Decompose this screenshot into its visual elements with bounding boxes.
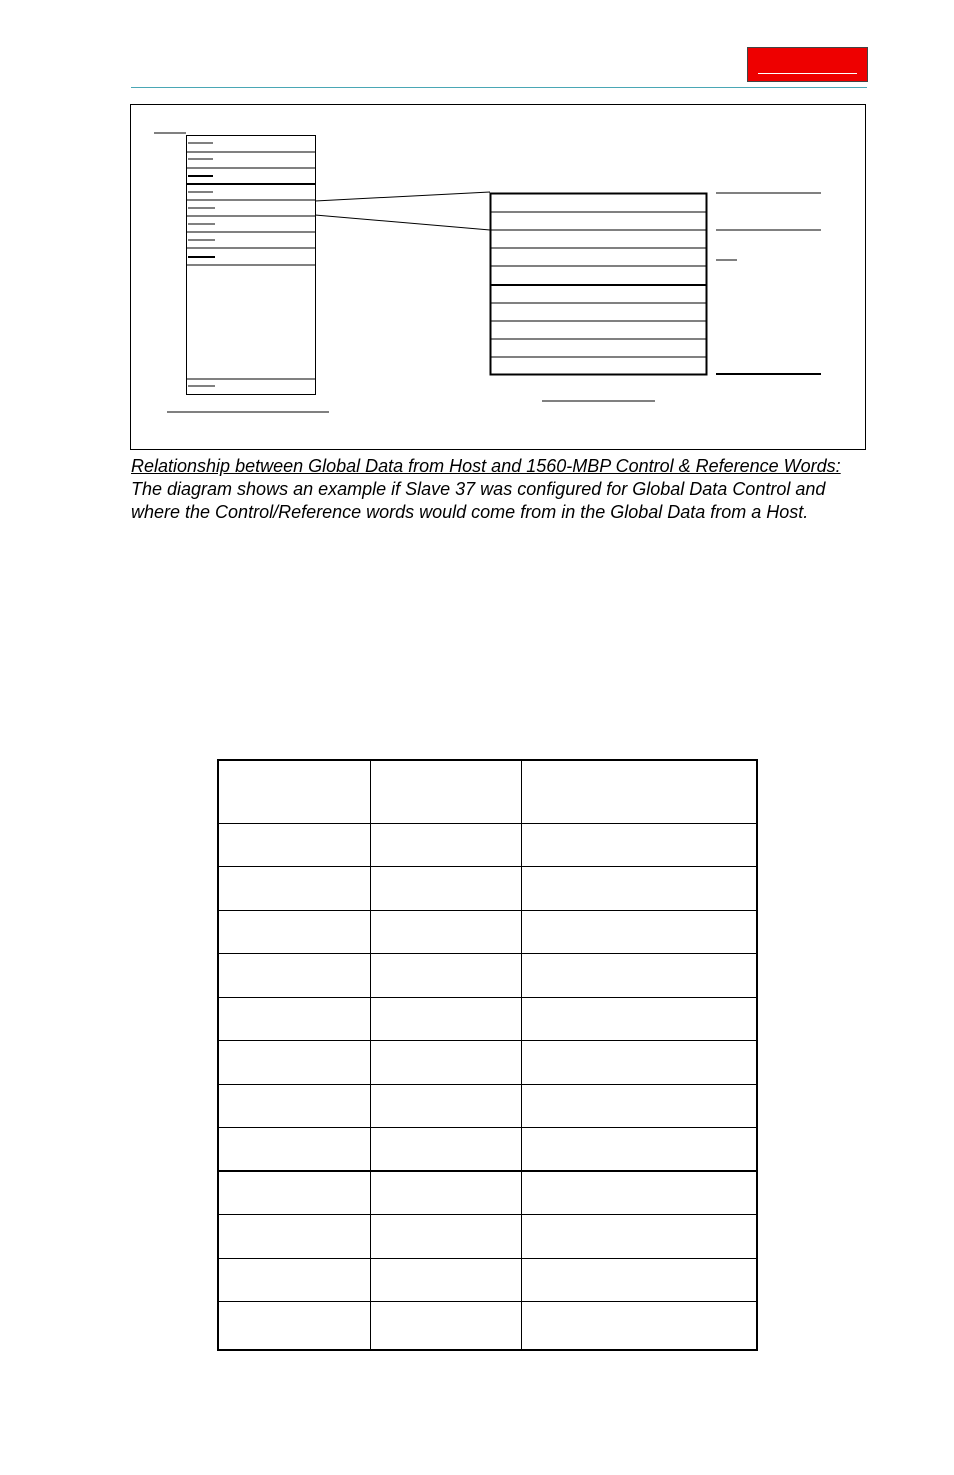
table-cell bbox=[370, 823, 521, 867]
table-row bbox=[218, 997, 757, 1041]
table-row bbox=[218, 954, 757, 998]
table-cell bbox=[521, 910, 757, 954]
table-row bbox=[218, 1084, 757, 1128]
global-data-diagram bbox=[0, 0, 954, 460]
table-cell bbox=[370, 1041, 521, 1085]
table-cell bbox=[370, 954, 521, 998]
table-row bbox=[218, 1041, 757, 1085]
table-cell bbox=[370, 1084, 521, 1128]
table-row bbox=[218, 1302, 757, 1350]
table-cell bbox=[521, 1084, 757, 1128]
table-cell bbox=[218, 954, 370, 998]
table-cell bbox=[218, 867, 370, 911]
table-row bbox=[218, 910, 757, 954]
table-cell bbox=[218, 1171, 370, 1215]
table-cell bbox=[521, 1215, 757, 1259]
table-row bbox=[218, 1171, 757, 1215]
table-cell bbox=[218, 1215, 370, 1259]
table-cell bbox=[218, 1302, 370, 1350]
table-cell bbox=[218, 823, 370, 867]
table-row bbox=[218, 823, 757, 867]
table-cell bbox=[521, 1128, 757, 1172]
table-cell bbox=[218, 1041, 370, 1085]
mapping-table bbox=[217, 759, 758, 1351]
table-cell bbox=[218, 997, 370, 1041]
table-cell bbox=[521, 1302, 757, 1350]
connector-bottom bbox=[315, 215, 490, 230]
table-cell bbox=[370, 1302, 521, 1350]
caption-body: The diagram shows an example if Slave 37 was configured for Global Data Control and where the Control/Reference words would come from in the Global Data from a Host. bbox=[131, 479, 826, 522]
table-cell bbox=[521, 760, 757, 823]
table-row bbox=[218, 1258, 757, 1302]
table-cell bbox=[521, 997, 757, 1041]
table-cell bbox=[218, 1128, 370, 1172]
figure-caption bbox=[131, 455, 867, 524]
table-cell bbox=[370, 997, 521, 1041]
table-cell bbox=[218, 910, 370, 954]
table-cell bbox=[370, 910, 521, 954]
table-cell bbox=[521, 867, 757, 911]
table-row bbox=[218, 1128, 757, 1172]
connector-top bbox=[315, 192, 490, 201]
table-cell bbox=[370, 867, 521, 911]
table-cell bbox=[370, 760, 521, 823]
table-cell bbox=[370, 1258, 521, 1302]
table-cell bbox=[521, 1258, 757, 1302]
table-cell bbox=[218, 1258, 370, 1302]
table-cell bbox=[218, 760, 370, 823]
caption-title: Relationship between Global Data from Host and 1560-MBP Control & Reference Words: bbox=[131, 456, 841, 476]
table-row bbox=[218, 1215, 757, 1259]
table-cell bbox=[521, 954, 757, 998]
table-header-row bbox=[218, 760, 757, 823]
table-row bbox=[218, 867, 757, 911]
table-cell bbox=[370, 1171, 521, 1215]
table-cell bbox=[521, 1171, 757, 1215]
table-cell bbox=[521, 1041, 757, 1085]
table-cell bbox=[370, 1215, 521, 1259]
table-cell bbox=[370, 1128, 521, 1172]
table-cell bbox=[521, 823, 757, 867]
table-cell bbox=[218, 1084, 370, 1128]
